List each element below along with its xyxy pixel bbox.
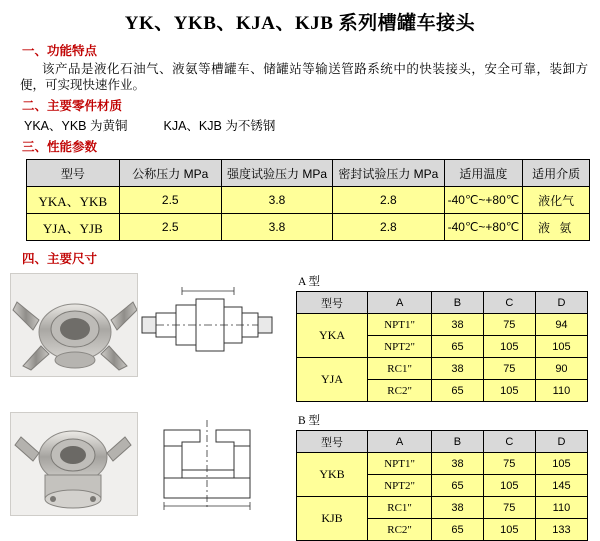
page-title: YK、YKB、KJA、KJB 系列槽罐车接头 <box>124 13 476 34</box>
coupling-photo-a-graphic <box>11 274 138 377</box>
cell-b: 38 <box>432 453 484 475</box>
table-row <box>297 358 588 380</box>
cell-strength-test: 3.8 <box>221 214 332 241</box>
cell-a: NPT2" <box>368 336 432 358</box>
col-c: C <box>483 431 535 453</box>
cell-b: 38 <box>432 314 484 336</box>
performance-table <box>26 159 590 241</box>
table-row <box>297 314 588 336</box>
cell-a: RC2" <box>368 519 432 541</box>
cell-b: 65 <box>432 336 484 358</box>
drawing-b-graphic <box>138 412 278 516</box>
table-row <box>297 497 588 519</box>
cell-b: 65 <box>432 519 484 541</box>
col-strength-test: 强度试验压力 MPa <box>221 160 332 187</box>
col-model: 型号 <box>297 431 368 453</box>
dimension-table-b-group <box>288 412 590 541</box>
section-heading-features: 一、功能特点 <box>22 44 98 58</box>
cell-b: 38 <box>432 358 484 380</box>
document-page <box>0 8 600 536</box>
cell-d: 145 <box>535 475 587 497</box>
cell-seal-test: 2.8 <box>333 214 444 241</box>
type-label-a: A 型 <box>298 276 321 288</box>
technical-drawing-b <box>138 412 278 516</box>
section-heading-dimensions: 四、主要尺寸 <box>22 252 98 266</box>
photo-row-b <box>10 412 288 516</box>
col-temperature: 适用温度 <box>444 160 523 187</box>
cell-d: 110 <box>535 497 587 519</box>
figure-row-b <box>10 412 590 541</box>
cell-d: 94 <box>535 314 587 336</box>
table-header-row <box>297 431 588 453</box>
cell-d: 105 <box>535 453 587 475</box>
product-photo-a <box>10 273 138 377</box>
cell-d: 105 <box>535 336 587 358</box>
table-row <box>27 187 590 214</box>
features-paragraph <box>20 61 588 93</box>
col-c: C <box>483 292 535 314</box>
cell-d: 90 <box>535 358 587 380</box>
cell-c: 105 <box>483 336 535 358</box>
cell-d: 133 <box>535 519 587 541</box>
coupling-photo-b-graphic <box>11 413 138 516</box>
material-right: KJA、KJB 为不锈钢 <box>163 119 276 133</box>
col-a: A <box>368 292 432 314</box>
col-model: 型号 <box>27 160 120 187</box>
cell-b: 38 <box>432 497 484 519</box>
dimensions-section <box>10 273 590 541</box>
cell-b: 65 <box>432 380 484 402</box>
cell-b: 65 <box>432 475 484 497</box>
table-header-row <box>27 160 590 187</box>
material-left: YKA、YKB 为黄铜 <box>24 119 128 133</box>
cell-c: 105 <box>483 380 535 402</box>
cell-model: YKB <box>297 453 368 497</box>
dimension-table-b <box>296 430 588 541</box>
material-line <box>24 116 590 134</box>
product-photo-b <box>10 412 138 516</box>
cell-model: YKA <box>297 314 368 358</box>
features-text: 该产品是液化石油气、液氨等槽罐车、储罐站等输送管路系统中的快装接头，安全可靠，装卸方便，可实现快速作业。 <box>20 62 588 92</box>
cell-model: YJA、YJB <box>27 214 120 241</box>
cell-d: 110 <box>535 380 587 402</box>
cell-c: 75 <box>483 497 535 519</box>
cell-nominal-pressure: 2.5 <box>119 214 221 241</box>
cell-a: RC1" <box>368 358 432 380</box>
section-heading-performance: 三、性能参数 <box>22 140 98 154</box>
col-medium: 适用介质 <box>523 160 590 187</box>
figure-group-b <box>10 412 288 541</box>
cell-c: 75 <box>483 314 535 336</box>
cell-c: 75 <box>483 453 535 475</box>
section-heading-material: 二、主要零件材质 <box>22 99 123 113</box>
cell-nominal-pressure: 2.5 <box>119 187 221 214</box>
table-row <box>27 214 590 241</box>
cell-model: YJA <box>297 358 368 402</box>
drawing-a-graphic <box>138 273 278 377</box>
technical-drawing-a <box>138 273 278 377</box>
col-a: A <box>368 431 432 453</box>
cell-a: NPT1" <box>368 453 432 475</box>
col-model: 型号 <box>297 292 368 314</box>
cell-seal-test: 2.8 <box>333 187 444 214</box>
cell-strength-test: 3.8 <box>221 187 332 214</box>
col-nominal-pressure: 公称压力 MPa <box>119 160 221 187</box>
cell-temperature: -40℃~+80℃ <box>444 187 523 214</box>
table-row <box>297 453 588 475</box>
type-label-b: B 型 <box>298 415 321 427</box>
col-d: D <box>535 431 587 453</box>
photo-row-a <box>10 273 288 377</box>
cell-a: RC1" <box>368 497 432 519</box>
dimension-table-a-group <box>288 273 590 402</box>
col-seal-test: 密封试验压力 MPa <box>333 160 444 187</box>
cell-c: 75 <box>483 358 535 380</box>
figure-row-a <box>10 273 590 402</box>
cell-c: 105 <box>483 475 535 497</box>
cell-model: YKA、YKB <box>27 187 120 214</box>
cell-a: NPT1" <box>368 314 432 336</box>
figure-group-a <box>10 273 288 402</box>
dimension-table-a <box>296 291 588 402</box>
col-b: B <box>432 431 484 453</box>
table-header-row <box>297 292 588 314</box>
cell-medium: 液 氨 <box>523 214 590 241</box>
cell-temperature: -40℃~+80℃ <box>444 214 523 241</box>
col-b: B <box>432 292 484 314</box>
col-d: D <box>535 292 587 314</box>
cell-medium: 液化气 <box>523 187 590 214</box>
cell-c: 105 <box>483 519 535 541</box>
cell-model: KJB <box>297 497 368 541</box>
cell-a: RC2" <box>368 380 432 402</box>
cell-a: NPT2" <box>368 475 432 497</box>
